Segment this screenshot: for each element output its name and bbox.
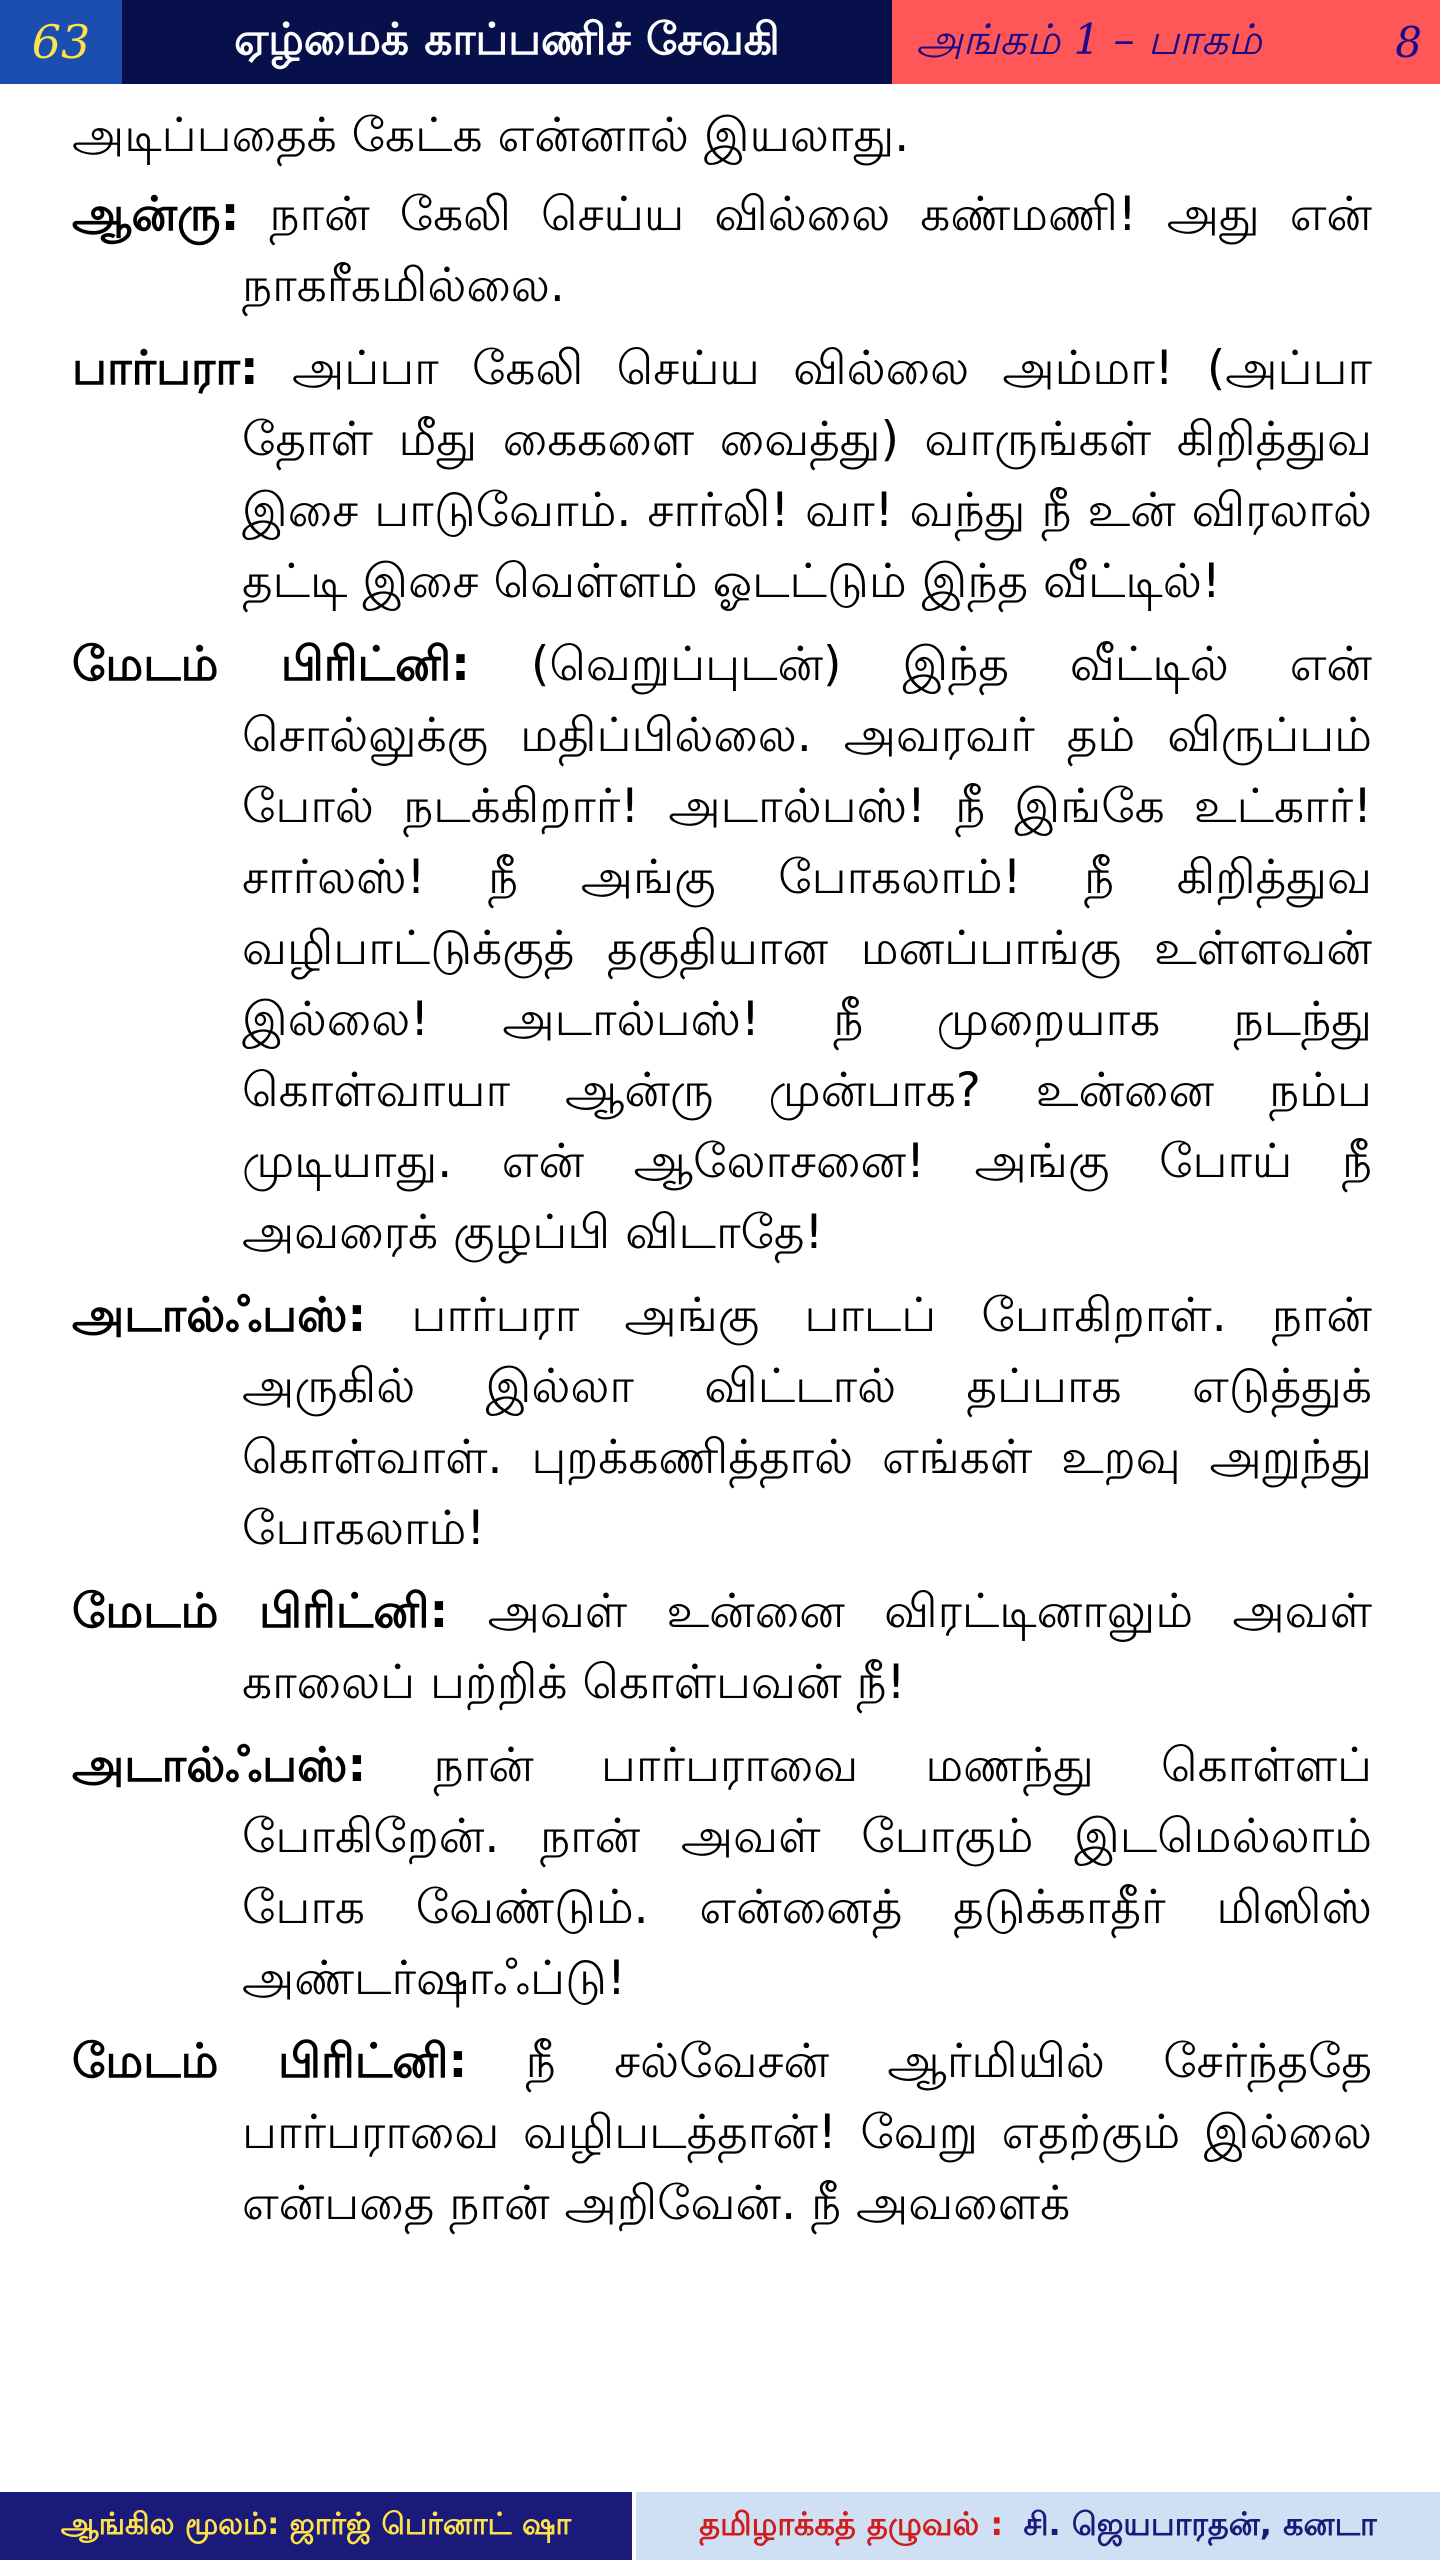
dialogue-text: நான் கேலி செய்ய வில்லை கண்மணி! அது என் நாகரீகமில்லை.	[242, 187, 1372, 313]
speaker-name: பார்பரா:	[72, 341, 259, 396]
dialogue-line	[72, 2026, 1372, 2239]
part-number: 8	[1395, 17, 1422, 67]
source-label: ஆங்கில மூலம்:	[60, 2506, 280, 2542]
speaker-name: மேடம் பிரிட்னி:	[72, 637, 470, 692]
dialogue-text: நான் பார்பராவை மணந்து கொள்ளப் போகிறேன். நான் அவள் போகும் இடமெல்லாம் போக வேண்டும். என்னைத் தடுக்காதீர் மிஸிஸ் அண்டர்ஷாஃப்டு!	[242, 1738, 1372, 2006]
book-title: ஏழ்மைக் காப்பணிச் சேவகி	[122, 0, 892, 84]
source-credit	[0, 2492, 636, 2560]
speaker-name: அடால்ஃபஸ்:	[72, 1738, 367, 1793]
dialogue-line	[72, 100, 1372, 171]
dialogue-text: அப்பா கேலி செய்ய வில்லை அம்மா! (அப்பா தோள் மீது கைகளை வைத்து) வாருங்கள் கிறித்துவ இசை பாடுவோம். சார்லி! வா! வந்து நீ உன் விரலால் தட்டி இசை வெள்ளம் ஓடட்டும் இந்த வீட்டில்!	[242, 341, 1372, 609]
dialogue-text: நீ சல்வேசன் ஆர்மியில் சேர்ந்ததே பார்பராவை வழிபடத்தான்! வேறு எதற்கும் இல்லை என்பதை நான் அறிவேன். நீ அவளைக்	[242, 2034, 1372, 2231]
dialogue-line	[72, 629, 1372, 1268]
act-label: அங்கம் 1 – பாகம்	[916, 14, 1262, 64]
dialogue-line	[72, 179, 1372, 321]
script-body	[72, 100, 1372, 2251]
translator-name: சி. ஜெயபாரதன், கனடா	[1023, 2505, 1377, 2543]
speaker-name: மேடம் பிரிட்னி:	[72, 2034, 468, 2089]
dialogue-text: பார்பரா அங்கு பாடப் போகிறாள். நான் அருகில் இல்லா விட்டால் தப்பாக எடுத்துக் கொள்வாள். புறக்கணித்தால் எங்கள் உறவு அறுந்து போகலாம்!	[242, 1288, 1372, 1556]
translation-credit	[636, 2492, 1440, 2560]
page-header	[0, 0, 1440, 84]
page-footer	[0, 2492, 1440, 2560]
act-part-banner	[892, 0, 1440, 84]
speaker-name: அடால்ஃபஸ்:	[72, 1288, 367, 1343]
speaker-name: ஆன்ரு:	[72, 187, 240, 242]
speaker-name: மேடம் பிரிட்னி:	[72, 1584, 449, 1639]
page-number: 63	[0, 0, 122, 84]
dialogue-text: அடிப்பதைக் கேட்க என்னால் இயலாது.	[72, 108, 910, 163]
dialogue-line	[72, 1280, 1372, 1564]
dialogue-line	[72, 1576, 1372, 1718]
dialogue-line	[72, 1730, 1372, 2014]
dialogue-line	[72, 333, 1372, 617]
dialogue-text: அவள் உன்னை விரட்டினாலும் அவள் காலைப் பற்றிக் கொள்பவன் நீ!	[242, 1584, 1372, 1710]
source-author: ஜார்ஜ் பெர்னாட் ஷா	[289, 2506, 572, 2542]
translation-label: தமிழாக்கத் தழுவல் :	[699, 2505, 1004, 2543]
dialogue-text: (வெறுப்புடன்) இந்த வீட்டில் என் சொல்லுக்கு மதிப்பில்லை. அவரவர் தம் விருப்பம் போல் நடக்கிறார்! அடால்பஸ்! நீ இங்கே உட்கார்! சார்லஸ்! நீ அங்கு போகலாம்! நீ கிறித்துவ வழிபாட்டுக்குத் தகுதியான மனப்பாங்கு உள்ளவன் இல்லை! அடால்பஸ்! நீ முறையாக நடந்து கொள்வாயா ஆன்ரு முன்பாக? உன்னை நம்ப முடியாது. என் ஆலோசனை! அங்கு போய் நீ அவரைக் குழப்பி விடாதே!	[242, 637, 1372, 1260]
